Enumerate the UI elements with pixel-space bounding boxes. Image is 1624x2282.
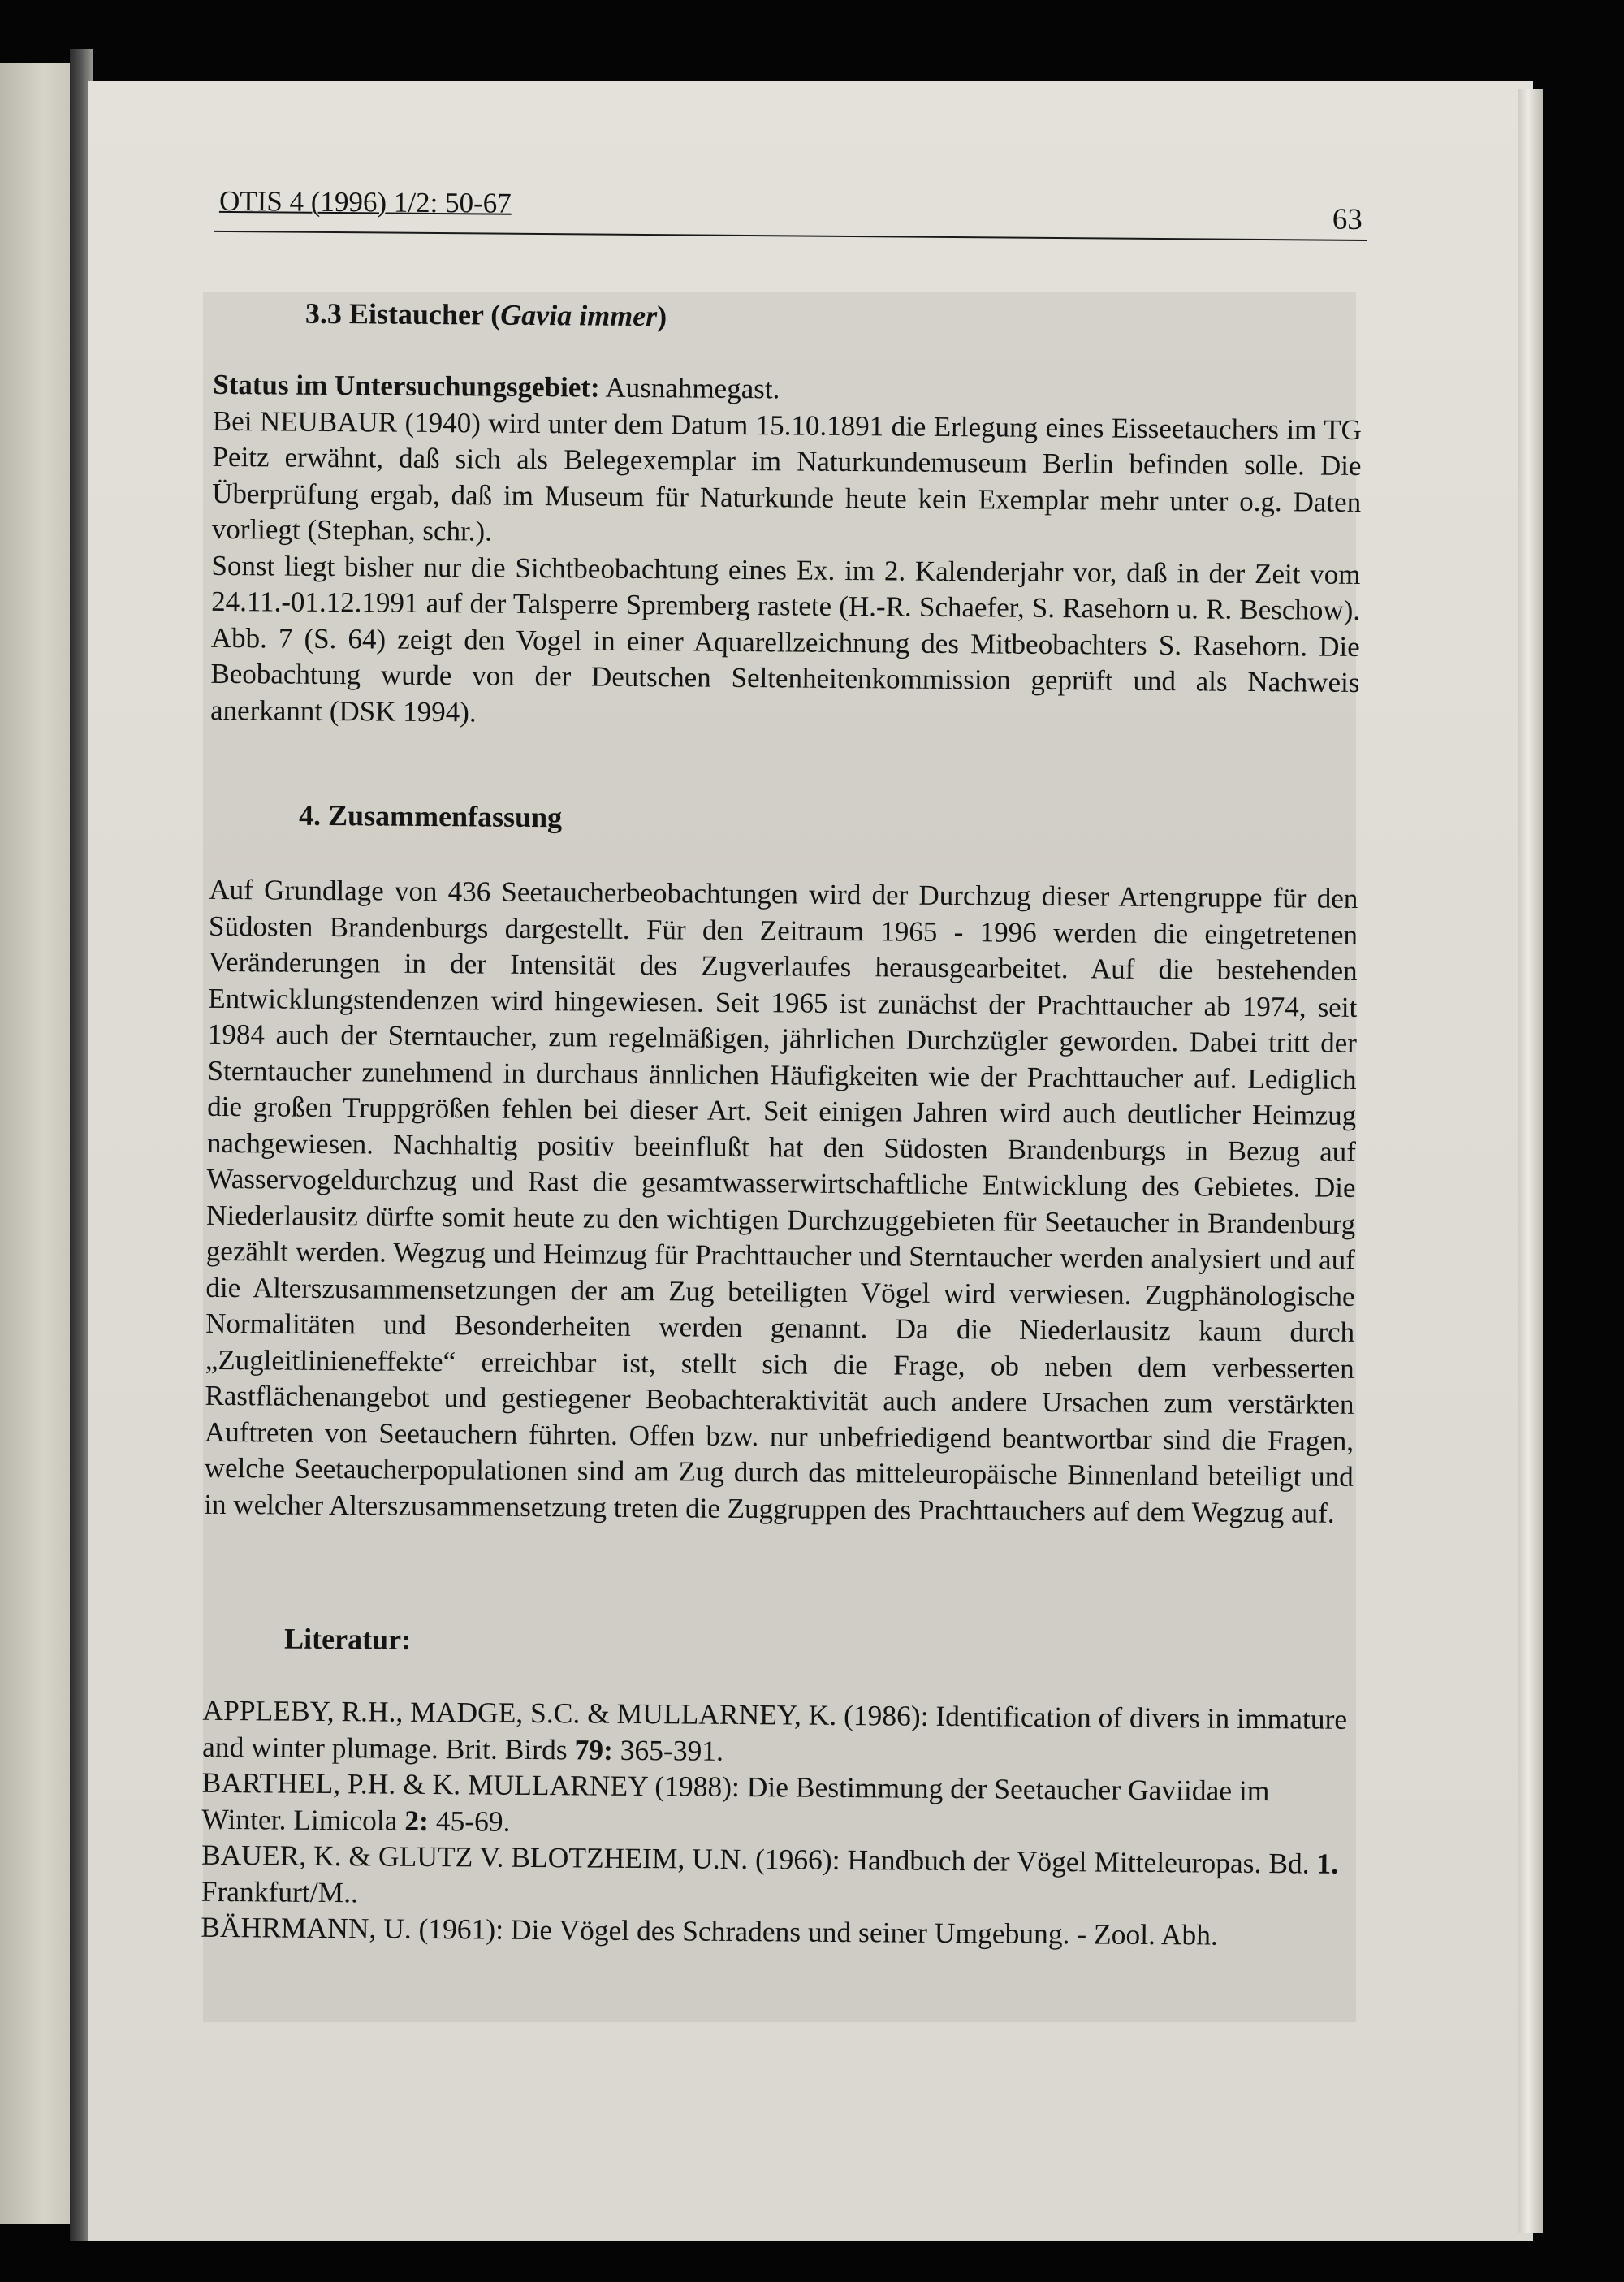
section-3-3-heading-prefix: 3.3 Eistaucher ( <box>305 297 501 331</box>
reference-volume: 1. <box>1316 1848 1338 1880</box>
journal-citation: OTIS 4 (1996) 1/2: 50-67 <box>219 185 512 220</box>
section-3-3-heading-suffix: ) <box>657 300 667 332</box>
section-3-3-heading <box>305 296 667 333</box>
reference-text: APPLEBY, R.H., MADGE, S.C. & MULLARNEY, K. (1986): Identification of divers in immature and winter plumage. Brit. Birds <box>202 1694 1347 1766</box>
reference-text: BAUER, K. & GLUTZ V. BLOTZHEIM, U.N. (1966): Handbuch der Vögel Mitteleuropas. Bd. <box>201 1839 1317 1880</box>
section-4-body <box>204 872 1358 1532</box>
reference-pages: Frankfurt/M.. <box>201 1874 359 1908</box>
reference-item <box>202 1692 1352 1774</box>
running-header <box>214 182 1367 241</box>
species-name: Gavia immer <box>500 299 657 333</box>
reference-text: BARTHEL, P.H. & K. MULLARNEY (1988): Die Bestimmung der Seetaucher Gaviidae im Winter. Limicola <box>201 1766 1269 1836</box>
summary-paragraph: Auf Grundlage von 436 Seetaucherbeobachtungen wird der Durchzug dieser Artengruppe für den Südosten Brandenburgs dargestellt. Für den Zeitraum 1965 - 1996 werden die eingetretenen Veränderungen in der Intensität des Zugverlaufes herausgearbeitet. Auf die bestehenden Entwicklungstendenzen wird hingewiesen. Seit 1965 ist zunächst der Prachttaucher ab 1974, seit 1984 auch der Sterntaucher, zum regelmäßigen, jährlichen Durchzügler geworden. Dabei tritt der Sterntaucher zunehmend in durchaus ännlichen Häufigkeiten wie der Prachttaucher auf. Lediglich die großen Truppgrößen fehlen bei dieser Art. Seit einigen Jahren wird auch deutlicher Heimzug nachgewiesen. Nachhaltig positiv beeinflußt hat den Südosten Brandenburgs in Bezug auf Wasservogeldurchzug und Rast die gesamtwasserwirtschaftliche Entwicklung des Gebietes. Die Niederlausitz dürfte somit heute zu den wichtigen Durchzuggebieten für Seetaucher in Brandenburg gezählt werden. Wegzug und Heimzug für Prachttaucher und Sterntaucher werden analysiert und auf die Alterszusammensetzungen der am Zug beteiligten Vögel wird verwiesen. Zugphänologische Normalitäten und Besonderheiten werden genannt. Da die Niederlausitz kaum durch „Zugleitlinieneffekte“ erreichbar ist, stellt sich die Frage, ob neben dem verbesserten Rastflächenangebot und gestiegener Beobachteraktivität auch andere Ursachen zum verstärkten Auftreten von Seetauchern führten. Offen bzw. nur unbefriedigend beantwortbar sind die Fragen, welche Seetaucherpopulationen sind am Zug durch das mitteleuropäische Binnenland beteiligt und in welcher Alterszusammensetzung treten die Zuggruppen des Prachttauchers auf dem Wegzug auf. <box>204 872 1358 1532</box>
reference-pages: 365-391. <box>613 1733 723 1766</box>
reference-item <box>201 1765 1351 1846</box>
reference-volume: 79: <box>574 1733 613 1766</box>
paragraph: Bei NEUBAUR (1940) wird unter dem Datum 15.10.1891 die Erlegung eines Eisseetauchers im TG Peitz erwähnt, daß sich als Belegexemplar im Naturkundemuseum Berlin befinden solle. Die Überprüfung ergab, daß im Museum für Naturkunde heute kein Exemplar mehr unter o.g. Daten vorliegt (Stephan, schr.). <box>212 403 1362 556</box>
literature-heading: Literatur: <box>284 1622 411 1657</box>
page-number: 63 <box>1332 202 1363 237</box>
section-4-heading: 4. Zusammenfassung <box>299 798 562 835</box>
reference-volume: 2: <box>404 1804 429 1836</box>
reference-item <box>201 1837 1351 1918</box>
reference-pages: 45-69. <box>429 1804 511 1838</box>
paragraph: Sonst liegt bisher nur die Sichtbeobachtung eines Ex. im 2. Kalenderjahr vor, daß in der Zeit vom 24.11.-01.12.1991 auf der Talsperre Spremberg rastete (H.-R. Schaefer, S. Rasehorn u. R. Beschow). Abb. 7 (S. 64) zeigt den Vogel in einer Aquarellzeichnung des Mitbeobachters S. Rasehorn. Die Beobachtung wurde von der Deutschen Seltenheitenkommission geprüft und als Nachweis anerkannt (DSK 1994). <box>210 547 1361 737</box>
status-value: Ausnahmegast. <box>600 372 780 405</box>
status-label: Status im Untersuchungsgebiet: <box>213 369 600 404</box>
section-3-3-body <box>210 367 1362 737</box>
reference-list <box>201 1692 1351 1955</box>
reference-text: BÄHRMANN, U. (1961): Die Vögel des Schradens und seiner Umgebung. - Zool. Abh. <box>201 1911 1218 1951</box>
